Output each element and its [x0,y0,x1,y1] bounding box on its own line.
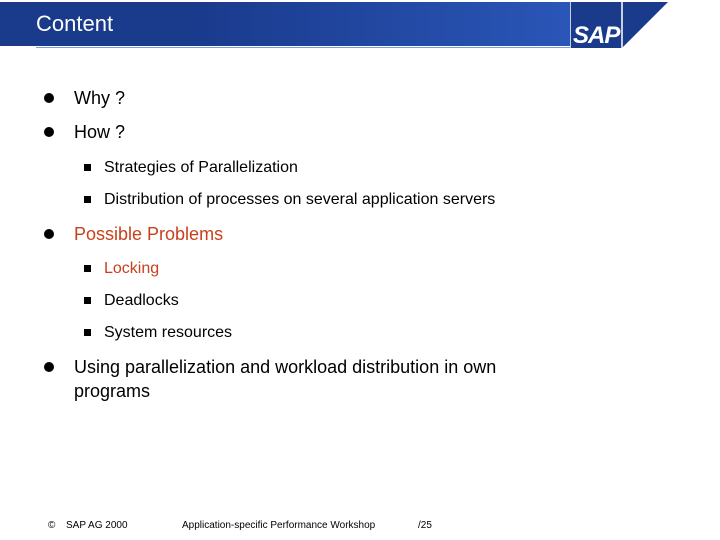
sub-bullet-locking: Locking [104,260,160,277]
title-bar-gradient [195,2,570,46]
logo-text: SAP [573,22,620,49]
sub-bullet-system-resources: System resources [104,324,233,341]
bullet-why: Why ? [74,88,126,108]
slide-title: Content [36,11,114,36]
bullet-using-parallelization-line1: Using parallelization and workload distribution in own [74,357,497,377]
footer-company: SAP AG 2000 [66,520,128,531]
title-underline [36,47,570,48]
square-bullet-icon [84,297,91,304]
slide-header [0,0,720,48]
square-bullet-icon [84,164,91,171]
sap-logo [570,2,670,48]
footer-course: Application-specific Performance Workshop [182,520,376,531]
bullet-icon [44,93,54,103]
bullet-possible-problems: Possible Problems [74,224,224,244]
sub-bullet-distribution: Distribution of processes on several application servers [104,191,496,208]
square-bullet-icon [84,329,91,336]
sub-bullet-deadlocks: Deadlocks [104,292,179,309]
bullet-how: How ? [74,122,126,142]
copyright-icon: © [48,520,56,531]
bullet-icon [44,362,54,372]
square-bullet-icon [84,196,91,203]
square-bullet-icon [84,265,91,272]
bullet-icon [44,127,54,137]
bullet-icon [44,229,54,239]
sub-bullet-strategies: Strategies of Parallelization [104,159,298,176]
footer-page-number: /25 [418,520,432,531]
bullet-using-parallelization-line2: programs [74,381,151,401]
